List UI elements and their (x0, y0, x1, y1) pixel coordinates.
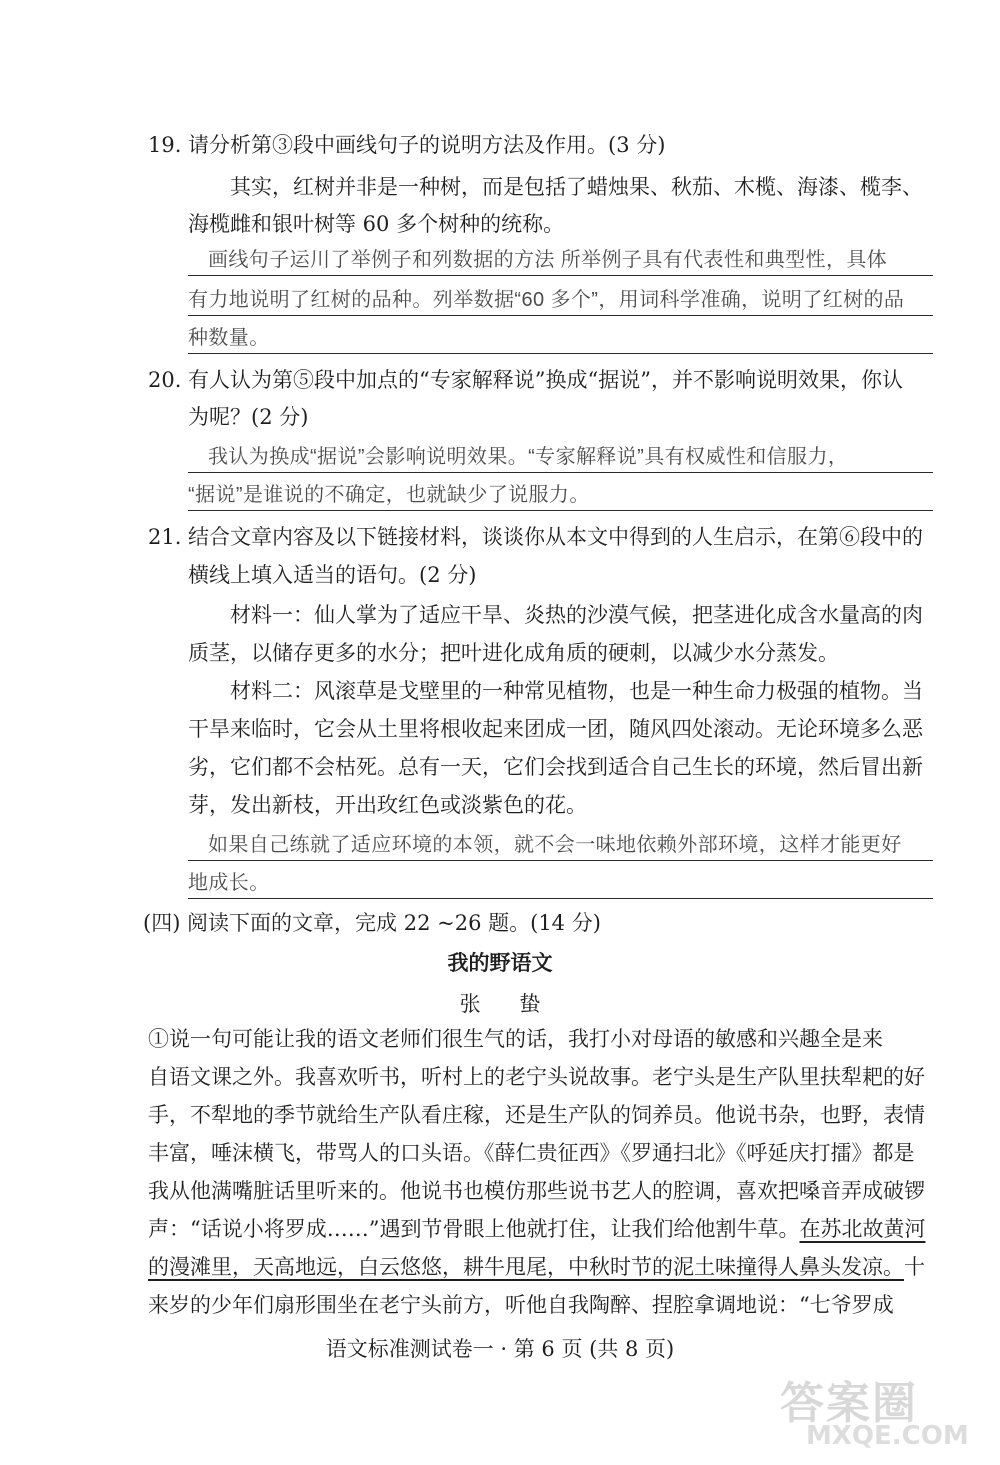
question-prompt: 有人认为第⑤段中加点的“专家解释说”换成“据说”，并不影响说明效果，你认 (188, 368, 903, 392)
underlined-sentence: 的漫滩里，天高地远，白云悠悠，耕牛甩尾，中秋时节的泥土味撞得人鼻头发凉。 (148, 1255, 904, 1279)
article-line: 声：“话说小将罗成……”遇到节骨眼上他就打住，让我们给他割牛草。在苏北故黄河 (148, 1217, 926, 1241)
question-prompt: 请分析第③段中画线句子的说明方法及作用。(3 分) (188, 133, 666, 157)
answer-line: 画线句子运川了举例子和列数据的方法 所举例子具有代表性和典型性，具体 (188, 245, 933, 276)
article-line: ①说一句可能让我的语文老师们很生气的话，我打小对母语的敏感和兴趣全是来 (148, 1027, 883, 1051)
watermark-chars: 答案圈 (780, 1378, 918, 1429)
article-line: 丰富，唾沫横飞，带骂人的口头语。《薛仁贵征西》《罗通扫北》《呼延庆打擂》都是 (148, 1141, 915, 1165)
answer-line: “据说”是谁说的不确定，也就缺少了说服力。 (188, 480, 933, 511)
article-line: 手，不犁地的季节就给生产队看庄稼，还是生产队的饲养员。他说书杂，也野，表情 (148, 1103, 925, 1127)
exam-page: 19. 请分析第③段中画线句子的说明方法及作用。(3 分) 其实，红树并非是一种树，而是包括了蜡烛果、秋茄、木榄、海漆、榄李、 海榄雌和银叶树等 60 多个树种的统称。 画线句子运川了举例子和列数据的方法 所举例子具有代表性和典型性，具体 有力地说明了红树的品种。列举数据“60 多个”，用词科学准确，说明了红树的品 种数量。 20. 有人认为第⑤段中加点的“专家解释说”换成“据说”，并不影响说明效果，你认 为呢？(2 分) 我认为换成“据说”会影响说明效果。“专家解释说”具有权威性和信服力， “据说”是谁说的不确定，也就缺少了说服力。 21. 结合文章内容及以下链接材料，谈谈你从本文中得到的人生启示，在第⑥段中的 横线上填入适当的语句。(2 分) 材料一：仙人掌为了适应干旱、炎热的沙漠气候，把茎进化成含水量高的肉 质茎，以储存更多的水分；把叶进化成角质的硬刺，以减少水分蒸发。 材料二：风滚草是戈壁里的一种常见植物，也是一种生命力极强的植物。当 干旱来临时，它会从土里将根收起来团成一团，随风四处滚动。无论环境多么恶 劣，它们都不会枯死。总有一天，它们会找到适合自己生长的环境，然后冒出新 芽，发出新枝，开出玫红色或淡紫色的花。 如果自己练就了适应环境的本领，就不会一味地依赖外部环境，这样才能更好 地成长。 (四) 阅读下面的文章，完成 22 ~26 题。(14 分) 我的野语文 张 蛰 ①说一句可能让我的语文老师们很生气的话，我打小对母语的敏感和兴趣全是来 自语文课之外。我喜欢听书，听村上的老宁头说故事。老宁头是生产队里扶犁耙的好 手，不犁地的季节就给生产队看庄稼，还是生产队的饲养员。他说书杂，也野，表情 丰富，唾沫横飞，带骂人的口头语。《薛仁贵征西》《罗通扫北》《呼延庆打擂》都是 我从他满嘴脏话里听来的。他说书也模仿那些说书艺人的腔调，喜欢把嗓音弄成破锣 声：“话说小将罗成……”遇到节骨眼上他就打住，让我们给他割牛草。在苏北故黄河 的漫滩里，天高地远，白云悠悠，耕牛甩尾，中秋时节的泥土味撞得人鼻头发凉。十 来岁的少年们扇形围坐在老宁头前方，听他自我陶醉、捏腔拿调地说：“七爷罗成 语文标准测试卷一 · 第 6 页 (共 8 页) 答案圈 MXQE.COM (0, 0, 1000, 1465)
watermark-url: MXQE.COM (806, 1421, 969, 1451)
question-number: 20. (148, 368, 182, 392)
underlined-sentence: 在苏北故黄河 (799, 1217, 926, 1241)
article-title: 我的野语文 (447, 951, 553, 975)
answer-line: 如果自己练就了适应环境的本领，就不会一味地依赖外部环境，这样才能更好 (188, 830, 933, 861)
answer-line: 种数量。 (188, 323, 933, 354)
article-line: 我从他满嘴脏话里听来的。他说书也模仿那些说书艺人的腔调，喜欢把嗓音弄成破锣 (148, 1179, 925, 1203)
watermark-logo (780, 1367, 980, 1457)
answer-line: 有力地说明了红树的品种。列举数据“60 多个”，用词科学准确，说明了红树的品 (188, 285, 933, 316)
page-footer: 语文标准测试卷一 · 第 6 页 (共 8 页) (325, 1337, 675, 1361)
article-author: 张 蛰 (459, 992, 557, 1016)
question-number: 21. (148, 525, 182, 549)
answer-line: 地成长。 (188, 868, 933, 899)
answer-line: 我认为换成“据说”会影响说明效果。“专家解释说”具有权威性和信服力， (188, 442, 933, 473)
question-number: 19. (148, 133, 182, 157)
article-line: 的漫滩里，天高地远，白云悠悠，耕牛甩尾，中秋时节的泥土味撞得人鼻头发凉。十 (148, 1255, 925, 1279)
question-prompt: 结合文章内容及以下链接材料，谈谈你从本文中得到的人生启示，在第⑥段中的 (188, 525, 923, 549)
article-line: 自语文课之外。我喜欢听书，听村上的老宁头说故事。老宁头是生产队里扶犁耙的好 (148, 1065, 925, 1089)
article-line: 来岁的少年们扇形围坐在老宁头前方，听他自我陶醉、捏腔拿调地说：“七爷罗成 (148, 1293, 894, 1317)
